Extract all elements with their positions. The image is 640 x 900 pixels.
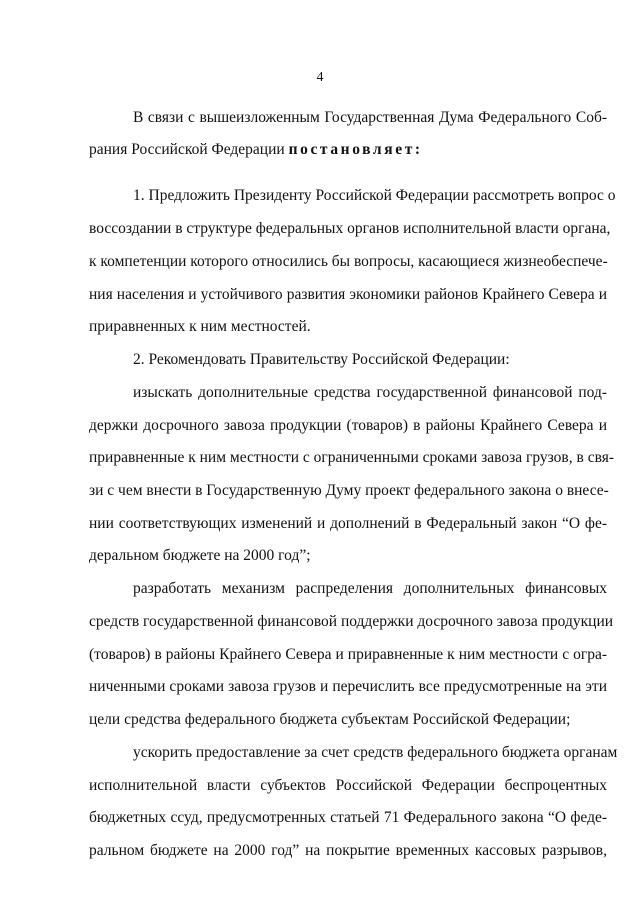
text-line: разработать механизм распределения дополнительных финансовых: [133, 580, 607, 597]
text-line: держки досрочного завоза продукции (товаров) в районы Крайнего Севера и: [89, 417, 607, 434]
text-line: приравненных к ним местностей.: [89, 318, 311, 335]
text-line: цели средства федерального бюджета субъектам Российской Федерации;: [89, 711, 571, 728]
text-line: зи с чем внести в Государственную Думу проект федерального закона о внесе-: [89, 482, 609, 499]
text-line: исполнительной власти субъектов Российской Федерации беспроцентных: [89, 777, 607, 794]
text-line: средств государственной финансовой поддержки досрочного завоза продукции: [89, 613, 614, 630]
text-line: нии соответствующих изменений и дополнений в Федеральный закон “О фе-: [89, 515, 607, 532]
text-line: бюджетных ссуд, предусмотренных статьей 71 Федерального закона “О феде-: [89, 809, 607, 826]
text-line: В связи с вышеизложенным Государственная Дума Федерального Соб-: [133, 109, 607, 126]
text-line: 2. Рекомендовать Правительству Российской Федерации:: [133, 351, 510, 368]
text-line: к компетенции которого относились бы вопросы, касающиеся жизнеобеспече-: [89, 253, 608, 270]
text-line: рания Российской Федерации постановляет:: [89, 141, 423, 158]
text-line: ускорить предоставление за счет средств федерального бюджета органам: [133, 744, 618, 761]
text-line: деральном бюджете на 2000 год”;: [89, 547, 311, 564]
text-line: ральном бюджете на 2000 год” на покрытие временных кассовых разрывов,: [89, 842, 607, 859]
page-number: 4: [316, 70, 324, 85]
text-line: (товаров) в районы Крайнего Севера и приравненные к ним местности с огра-: [89, 646, 607, 663]
text-line: ниченными сроками завоза грузов и перечислить все предусмотренные на эти: [89, 678, 607, 695]
text-line: ния населения и устойчивого развития экономики районов Крайнего Севера и: [89, 286, 607, 303]
decree-word: постановляет:: [288, 141, 423, 158]
text-line: изыскать дополнительные средства государственной финансовой под-: [133, 384, 607, 401]
text-line: приравненные к ним местности с ограниченными сроками завоза грузов, в свя-: [89, 449, 614, 466]
text-line: воссоздании в структуре федеральных органов исполнительной власти органа,: [89, 220, 611, 237]
text-line: 1. Предложить Президенту Российской Федерации рассмотреть вопрос о: [133, 187, 616, 204]
